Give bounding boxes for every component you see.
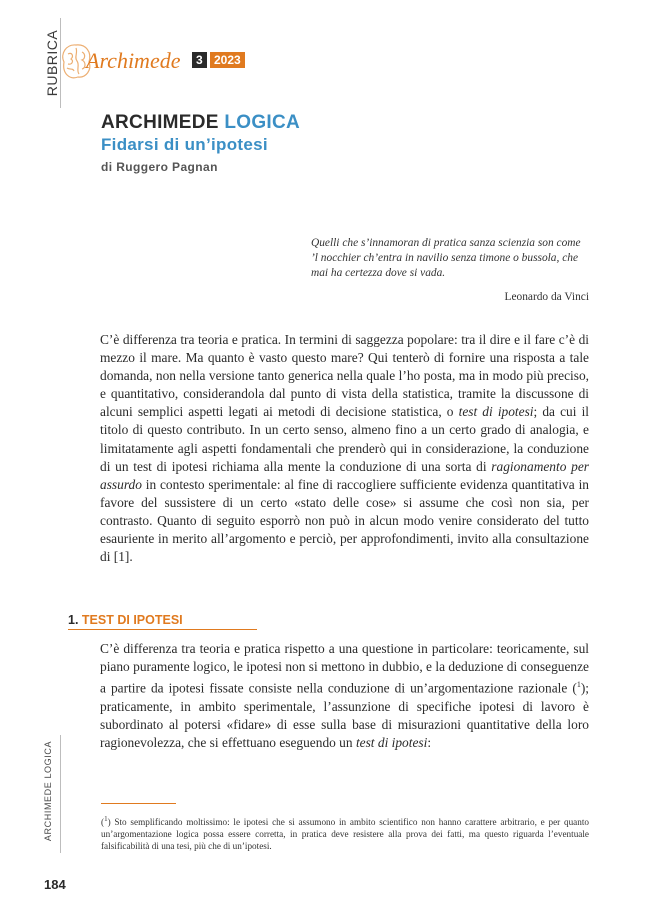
issue-badge: 3 xyxy=(192,52,207,68)
footnote-divider xyxy=(101,803,176,804)
emphasis-term: test di ipotesi xyxy=(458,404,534,420)
epigraph-quote: Quelli che s’innamoran di pratica sanza scienzia son come ’l nocchier ch’entra in navilio senza timone o bussola, che mai ha certezza dove si vada. xyxy=(311,237,581,279)
footnote-ref[interactable]: 1 xyxy=(576,680,581,690)
article-title: Fidarsi di un’ipotesi xyxy=(101,135,268,154)
brand-name: Archimede xyxy=(86,48,181,73)
side-divider xyxy=(60,735,61,853)
intro-paragraph: C’è differenza tra teoria e pratica. In termini di saggezza popolare: tra il dire e il fare c’è di mezzo il mare. Ma quanto è vasto questo mare? Qui tenterò di fornire una risposta a tale domanda, non nella versione tanto generica nella quale l’ho posta, ma in modo più preciso, e quantitativo, considerandola dal punto di vista della statistica, tramite la discussone di alcuni semplici aspetti legati ai metodi di decisione statistica, o test di ipotesi; da cui il titolo di questo contributo. In un certo senso, almeno fino a un certo grado di analogia, e limitatamente agli aspetti fondamentali che prenderò qui in considerazione, la conduzione di un test di ipotesi richiama alla mente la conduzione di una sorta di ragionamento per assurdo in contesto sperimentale: al fine di raccogliere sufficiente evidenza quantitativa in favore del sussistere di un certo «stato delle cose» si assume che così non sia, per contrasto. Quanto di seguito esporrò non può in alcun modo venire considerato del tutto esauriente in merito all’argomento e perciò, per approfondimenti, invito alla consultazione di [1]. xyxy=(100,332,590,565)
epigraph-author: Leonardo da Vinci xyxy=(504,291,589,303)
section-underline xyxy=(68,629,257,630)
rubric-label: RUBRICA xyxy=(44,29,60,97)
article-author: di Ruggero Pagnan xyxy=(101,160,218,174)
footnote: ($^1$) Sto semplificando moltissimo: le ipotesi che si assumono in ambito scientifico non hanno carattere arbitrario, e per quanto un’argomentazione logica possa essere corretta, in pratica deve resistere alla prova dei fatti, ma questo riguarda l’eventuale falsificabilità di una tesi, più che di un’ipotesi. xyxy=(101,815,589,851)
section-paragraph: C’è differenza tra teoria e pratica rispetto a una questione in particolare: teoricamente, sul piano puramente logico, le ipotesi non si mettono in dubbio, e la deduzione di conseguenze a partire da ipotesi fissate consiste nella conduzione di un’argomentazione razionale ($^1$); praticamente, in ambito sperimentale, l’assunzione di specifiche ipotesi di lavoro è subordinato al potersi «fidare» di esse sulla base di misurazioni quantitative della loro ragionevolezza, che si effettuano eseguendo un test di ipotesi: xyxy=(100,641,589,750)
footnote-mark: 1 xyxy=(104,815,108,823)
column-title: ARCHIMEDE LOGICA xyxy=(101,112,301,133)
side-section-label: ARCHIMEDE LOGICA xyxy=(43,740,53,842)
section-heading: 1. TEST DI IPOTESI xyxy=(68,613,183,627)
emphasis-term: ragionamento per assurdo xyxy=(100,458,589,492)
emphasis-term: test di ipotesi xyxy=(355,734,428,750)
page-number: 184 xyxy=(44,877,66,892)
year-badge: 2023 xyxy=(210,52,245,68)
